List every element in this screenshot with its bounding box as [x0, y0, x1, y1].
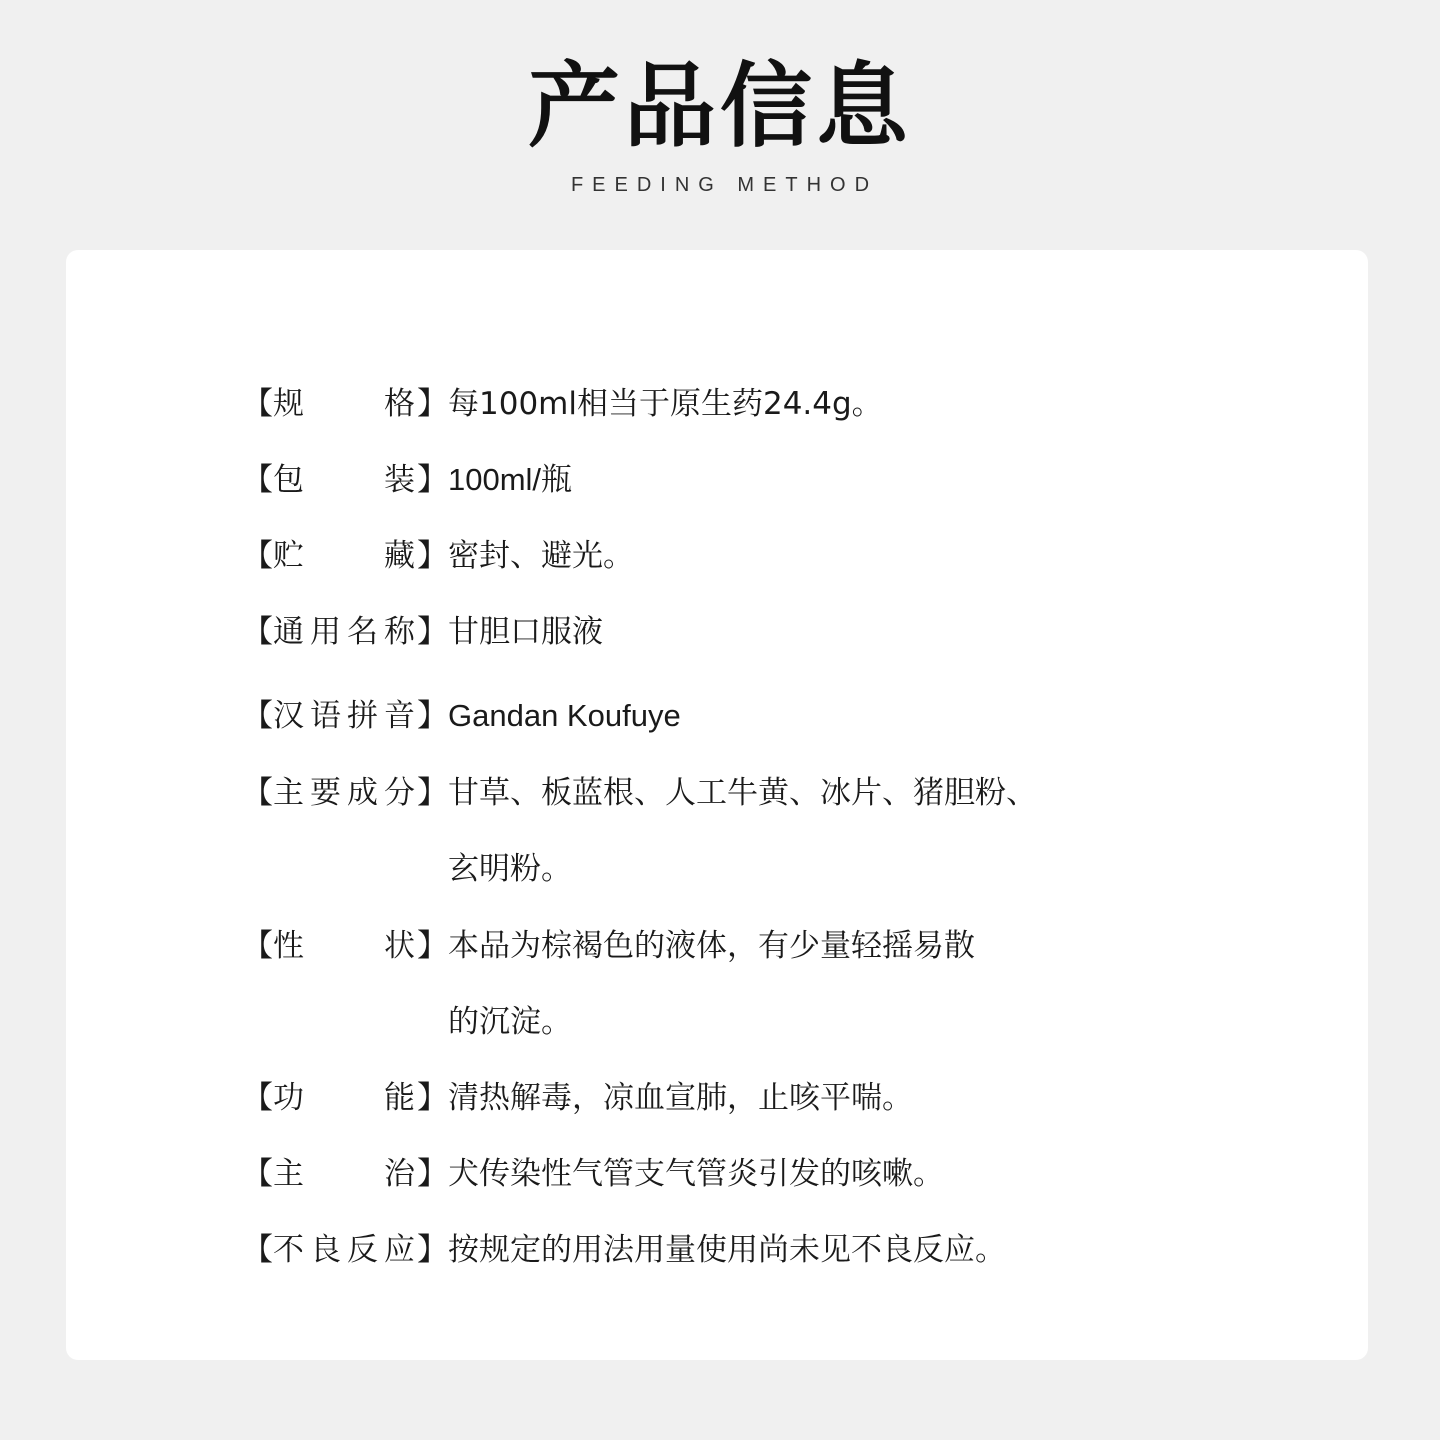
label-char: 包: [273, 462, 304, 498]
label-bracket-close: 】: [417, 538, 448, 574]
info-row-generic-name: [242, 608, 603, 656]
info-value: 本品为棕褐色的液体，有少量轻摇易散 的沉淀。: [448, 928, 975, 1040]
info-value: 犬传染性气管支气管炎引发的咳嗽。: [448, 1156, 944, 1192]
label-text: [273, 456, 417, 504]
label-char: 用: [310, 614, 341, 650]
label-bracket-open: 【: [242, 1080, 273, 1116]
label-char: 音: [384, 698, 415, 734]
page-subtitle: FEEDING METHOD: [570, 174, 879, 196]
label-bracket-close: 】: [417, 462, 448, 498]
label-char: 分: [384, 775, 415, 811]
info-value: 每100ml相当于原生药24.4g。: [448, 386, 883, 422]
info-row-function: [242, 1074, 913, 1122]
info-value: 按规定的用法用量使用尚未见不良反应。: [448, 1232, 1006, 1268]
label-char: 能: [384, 1080, 415, 1116]
label-bracket-open: 【: [242, 775, 273, 811]
info-label: [242, 1150, 448, 1198]
info-label: [242, 1074, 448, 1122]
label-char: 功: [273, 1080, 304, 1116]
info-row-appearance: [242, 922, 975, 1060]
label-text: [273, 769, 417, 817]
info-value: 甘胆口服液: [448, 614, 603, 650]
label-char: 汉: [273, 698, 304, 734]
label-bracket-close: 】: [417, 928, 448, 964]
label-bracket-open: 【: [242, 698, 273, 734]
label-bracket-close: 】: [417, 614, 448, 650]
product-info-card: [66, 250, 1368, 1360]
label-char: 主: [273, 775, 304, 811]
label-char: 语: [310, 698, 341, 734]
info-row-storage: [242, 532, 634, 580]
info-label: [242, 456, 448, 504]
label-char: 不: [273, 1232, 304, 1268]
label-bracket-close: 】: [417, 1080, 448, 1116]
label-char: 反: [347, 1232, 378, 1268]
info-row-ingredients: [242, 769, 1037, 907]
label-text: [273, 1150, 417, 1198]
label-char: 治: [384, 1156, 415, 1192]
label-char: 装: [384, 462, 415, 498]
label-char: 名: [347, 614, 378, 650]
info-row-spec: [242, 380, 883, 428]
label-char: 通: [273, 614, 304, 650]
info-row-adverse-reactions: [242, 1226, 1006, 1274]
info-label: [242, 532, 448, 580]
info-label: [242, 1226, 448, 1274]
label-char: 应: [384, 1232, 415, 1268]
label-bracket-close: 】: [417, 775, 448, 811]
label-text: [273, 1074, 417, 1122]
label-char: 规: [273, 386, 304, 422]
page-header: [0, 52, 1440, 197]
label-bracket-open: 【: [242, 1156, 273, 1192]
info-label: [242, 922, 448, 970]
label-bracket-open: 【: [242, 614, 273, 650]
label-text: [273, 532, 417, 580]
info-label: [242, 380, 448, 428]
info-value: Gandan Koufuye: [448, 698, 681, 733]
label-bracket-close: 】: [417, 1232, 448, 1268]
label-char: 主: [273, 1156, 304, 1192]
label-char: 良: [310, 1232, 341, 1268]
label-bracket-close: 】: [417, 386, 448, 422]
label-bracket-open: 【: [242, 462, 273, 498]
info-value: 密封、避光。: [448, 538, 634, 574]
label-char: 格: [384, 386, 415, 422]
label-char: 性: [273, 928, 304, 964]
label-text: [273, 608, 417, 656]
label-char: 贮: [273, 538, 304, 574]
label-char: 要: [310, 775, 341, 811]
label-text: [273, 922, 417, 970]
info-label: [242, 608, 448, 656]
label-text: [273, 380, 417, 428]
label-char: 藏: [384, 538, 415, 574]
info-row-package: [242, 456, 572, 504]
label-bracket-close: 】: [417, 1156, 448, 1192]
info-row-indication: [242, 1150, 944, 1198]
page-title: 产品信息: [527, 53, 912, 160]
label-bracket-close: 】: [417, 698, 448, 734]
label-bracket-open: 【: [242, 1232, 273, 1268]
label-char: 状: [384, 928, 415, 964]
label-bracket-open: 【: [242, 386, 273, 422]
info-label: [242, 769, 448, 817]
info-label: [242, 692, 448, 740]
info-value: 100ml/瓶: [448, 462, 573, 497]
info-value: 甘草、板蓝根、人工牛黄、冰片、猪胆粉、 玄明粉。: [448, 775, 1037, 887]
label-bracket-open: 【: [242, 538, 273, 574]
label-char: 成: [347, 775, 378, 811]
label-char: 称: [384, 614, 415, 650]
label-bracket-open: 【: [242, 928, 273, 964]
info-value: 清热解毒，凉血宣肺，止咳平喘。: [448, 1080, 913, 1116]
label-text: [273, 692, 417, 740]
label-text: [273, 1226, 417, 1274]
info-row-pinyin: [242, 692, 681, 740]
label-char: 拼: [347, 698, 378, 734]
